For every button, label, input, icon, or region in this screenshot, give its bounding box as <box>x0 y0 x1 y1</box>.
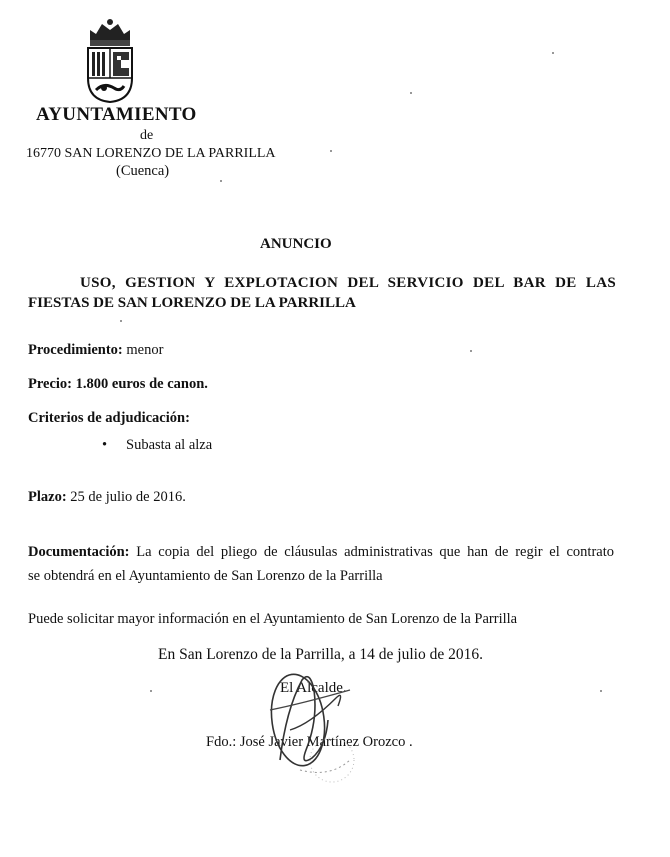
organization-address: 16770 SAN LORENZO DE LA PARRILLA <box>26 146 276 161</box>
documentation-label: Documentación: <box>28 544 130 560</box>
documentation-text-line2: se obtendrá en el Ayuntamiento de San Lorenzo de la Parrilla <box>28 568 383 584</box>
scan-speck <box>600 690 602 692</box>
signer-role: El Alcalde. <box>280 680 347 696</box>
notice-subject-line2: FIESTAS DE SAN LORENZO DE LA PARRILLA <box>28 295 356 311</box>
scan-speck <box>220 180 222 182</box>
notice-title: ANUNCIO <box>260 236 332 252</box>
coat-of-arms-icon <box>84 16 136 104</box>
scan-speck <box>552 52 554 54</box>
documentation-text-line1: La copia del pliego de cláusulas administrativas que han de regir el contrato <box>136 544 614 560</box>
place-date: En San Lorenzo de la Parrilla, a 14 de julio de 2016. <box>158 646 483 663</box>
scan-speck <box>470 350 472 352</box>
procedimiento-label: Procedimiento: <box>28 342 123 358</box>
organization-de: de <box>140 128 154 143</box>
notice-subject-line1: USO, GESTION Y EXPLOTACION DEL SERVICIO DEL BAR DE LAS <box>80 275 616 291</box>
criterios-label: Criterios de adjudicación: <box>28 410 190 426</box>
documentation-paragraph <box>28 540 614 588</box>
scan-speck <box>410 92 412 94</box>
bullet-icon: • <box>102 437 108 453</box>
organization-province: (Cuenca) <box>116 163 170 179</box>
plazo-value: 25 de julio de 2016. <box>70 489 186 505</box>
documentation-line1 <box>28 540 614 564</box>
criterios-list-item <box>102 437 212 454</box>
signature-icon <box>240 650 380 800</box>
procedimiento-value: menor <box>126 342 164 358</box>
criterios-item-text: Subasta al alza <box>126 437 213 453</box>
notice-subject <box>28 273 616 313</box>
organization-name: AYUNTAMIENTO <box>36 104 197 125</box>
procedimiento-row <box>28 342 163 359</box>
plazo-row <box>28 489 186 506</box>
info-line: Puede solicitar mayor información en el Ayuntamiento de San Lorenzo de la Parrilla <box>28 611 518 627</box>
scan-speck <box>330 150 332 152</box>
precio-row: Precio: 1.800 euros de canon. <box>28 376 208 392</box>
scan-speck <box>120 320 122 322</box>
scan-speck <box>150 690 152 692</box>
signer-name: Fdo.: José Javier Martínez Orozco . <box>206 734 413 750</box>
plazo-label: Plazo: <box>28 489 67 505</box>
